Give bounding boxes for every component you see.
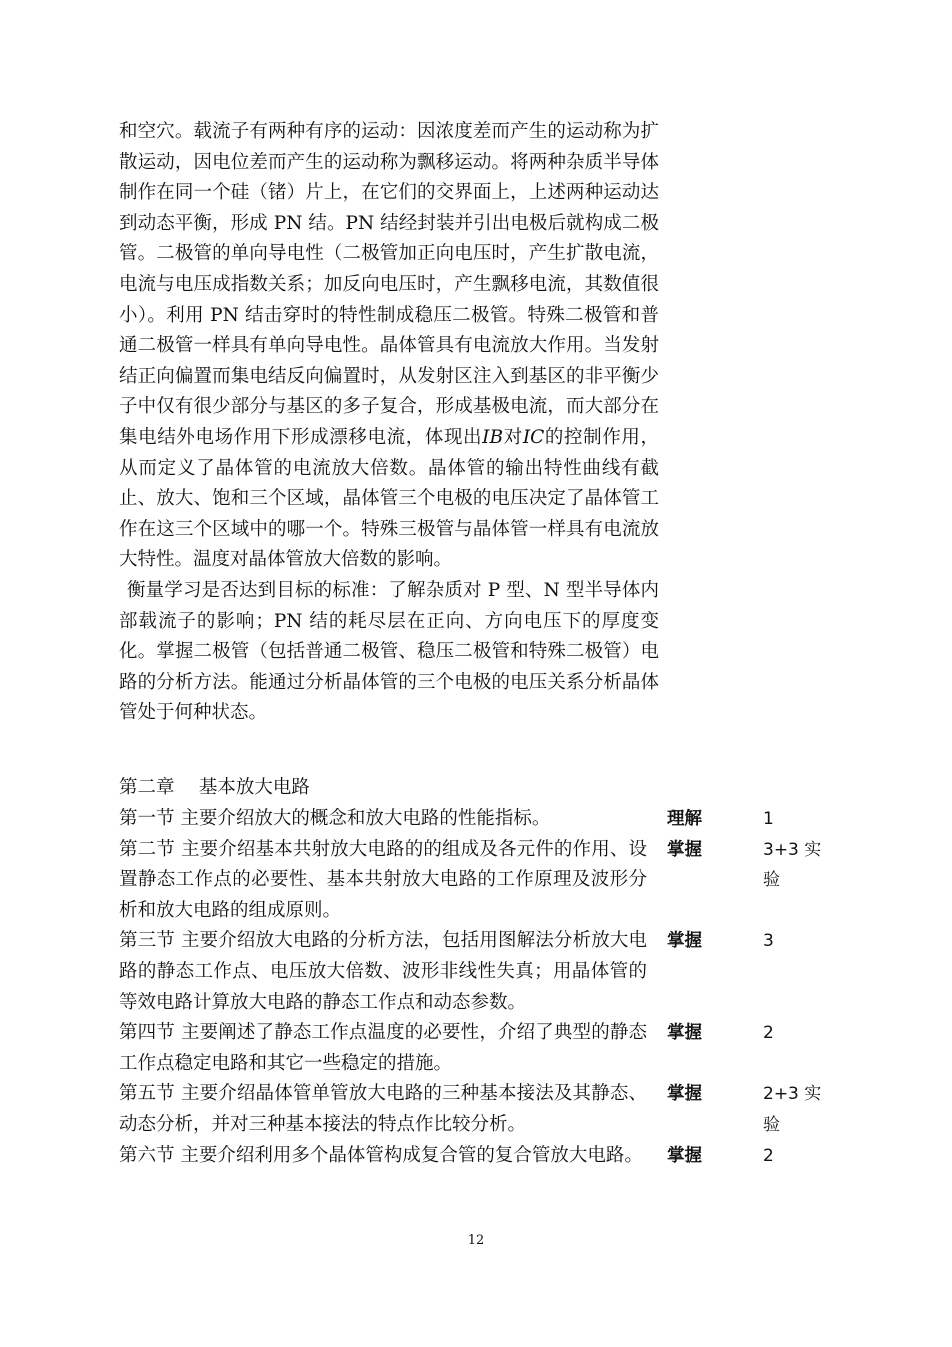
section-hours: 2 [763, 1023, 774, 1044]
section-description: 第一节 主要介绍放大的概念和放大电路的性能指标。 [119, 808, 551, 829]
section-description: 第四节 主要阐述了静态工作点温度的必要性，介绍了典型的静态工作点稳定电路和其它一些稳定的措施。 [119, 1022, 647, 1074]
paragraph-carriers-tail: 的控制作用，从而定义了晶体管的电流放大倍数。晶体管的输出特性曲线有截止、放大、饱和三个区域，晶体管三个电极的电压决定了晶体管工作在这三个区域中的哪一个。特殊三极管与晶体管一样具有电流放大特性。温度对晶体管放大倍数的影响。 [119, 426, 659, 571]
body-text [119, 117, 659, 729]
section-hours: 1 [763, 809, 774, 829]
paragraph-connector: 对 [503, 426, 523, 448]
ib-symbol: IB [482, 426, 504, 448]
section-hours: 2+3 实验 [763, 1084, 822, 1135]
paragraph-carriers [119, 117, 659, 576]
section-description: 第三节 主要介绍放大电路的分析方法，包括用图解法分析放大电路的静态工作点、电压放大倍数、波形非线性失真；用晶体管的等效电路计算放大电路的静态工作点和动态参数。 [119, 930, 647, 1013]
section-row [119, 1079, 839, 1140]
section-row [119, 835, 839, 927]
section-list [119, 804, 839, 1171]
section-hours: 3 [763, 931, 774, 952]
ic-symbol: IC [522, 426, 545, 448]
section-row [119, 1018, 839, 1079]
section-row [119, 804, 839, 835]
page-number: 12 [467, 1233, 485, 1248]
paragraph-criteria: 衡量学习是否达到目标的标准：了解杂质对 P 型、N 型半导体内部载流子的影响；PN 结的耗尽层在正向、方向电压下的厚度变化。掌握二极管（包括普通二极管、稳压二极管和特殊二极管）电路的分析方法。能通过分析晶体管的三个电极的电压关系分析晶体管处于何种状态。 [119, 579, 659, 724]
section-description: 第二节 主要介绍基本共射放大电路的的组成及各元件的作用、设置静态工作点的必要性、基本共射放大电路的工作原理及波形分析和放大电路的组成原则。 [119, 838, 647, 921]
section-row [119, 926, 839, 1018]
section-row [119, 1141, 839, 1172]
section-hours: 2 [763, 1145, 774, 1166]
section-description: 第五节 主要介绍晶体管单管放大电路的三种基本接法及其静态、动态分析，并对三种基本接法的特点作比较分析。 [119, 1083, 647, 1135]
section-level: 掌握 [667, 839, 702, 860]
section-level: 掌握 [667, 1145, 702, 1166]
section-level: 掌握 [667, 931, 702, 952]
section-description: 第六节 主要介绍利用多个晶体管构成复合管的复合管放大电路。 [119, 1144, 643, 1166]
section-level: 理解 [667, 809, 702, 829]
section-level: 掌握 [667, 1084, 702, 1105]
section-level: 掌握 [667, 1023, 702, 1044]
section-hours: 3+3 实验 [763, 839, 822, 891]
paragraph-carriers-text: 和空穴。载流子有两种有序的运动：因浓度差而产生的运动称为扩散运动，因电位差而产生的运动称为飘移运动。将两种杂质半导体制作在同一个硅（锗）片上，在它们的交界面上，上述两种运动达到动态平衡，形成 PN 结。PN 结经封装并引出电极后就构成二极管。二极管的单向导电性（二极管加正向电压时，产生扩散电流，电流与电压成指数关系；加反向电压时，产生飘移电流，其数值很小）。利用 PN 结击穿时的特性制成稳压二极管。特殊二极管和普通二极管一样具有单向导电性。晶体管具有电流放大作用。当发射结正向偏置而集电结反向偏置时，从发射区注入到基区的非平衡少子中仅有很少部分与基区的多子复合，形成基极电流，而大部分在集电结外电场作用下形成漂移电流，体现出 [119, 121, 659, 448]
chapter-heading: 第二章 基本放大电路 [119, 777, 310, 798]
